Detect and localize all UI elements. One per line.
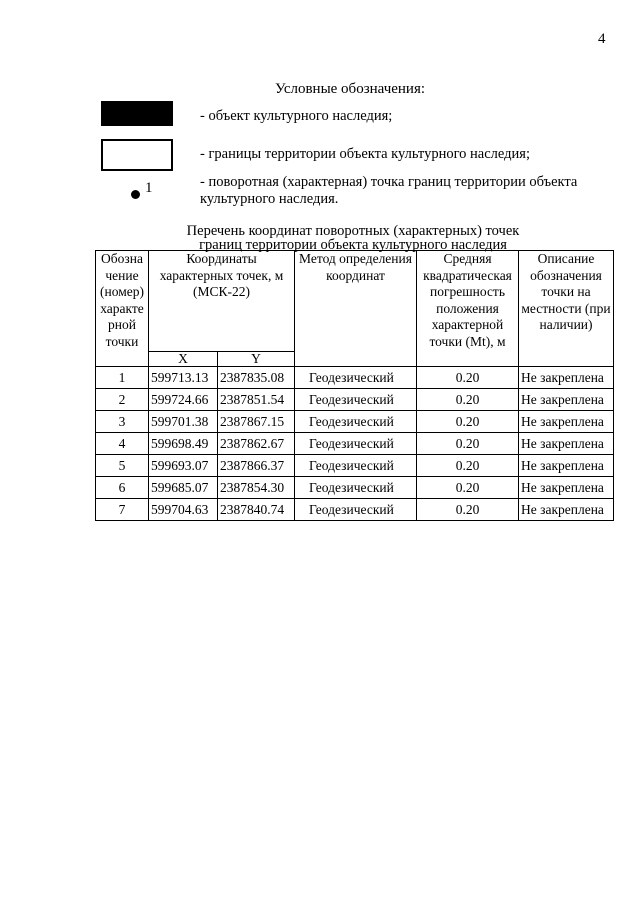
cell-method: Геодезический: [295, 499, 417, 521]
table-title-line1: Перечень координат поворотных (характерных) точек: [186, 223, 520, 239]
table-row: [96, 411, 614, 433]
cell-description: Не закреплена: [519, 499, 614, 521]
cell-point-number: 7: [96, 499, 149, 521]
header-y: Y: [218, 352, 295, 367]
turning-point-dot-icon: [131, 190, 140, 199]
cell-error-value: 0.20: [417, 477, 519, 499]
table-row: [96, 499, 614, 521]
table-row: [96, 433, 614, 455]
cell-y-coordinate: 2387840.74: [218, 499, 295, 521]
cell-point-number: 4: [96, 433, 149, 455]
cell-y-coordinate: 2387851.54: [218, 389, 295, 411]
cell-error-value: 0.20: [417, 411, 519, 433]
header-description: Описание обозначения точки на местности (при наличии): [519, 251, 614, 367]
cell-x-coordinate: 599724.66: [149, 389, 218, 411]
cell-y-coordinate: 2387854.30: [218, 477, 295, 499]
cell-y-coordinate: 2387835.08: [218, 367, 295, 389]
cell-method: Геодезический: [295, 433, 417, 455]
cell-description: Не закреплена: [519, 433, 614, 455]
cell-method: Геодезический: [295, 411, 417, 433]
legend-item-turning-point: - поворотная (характерная) точка границ территории объекта культурного наследия.: [200, 174, 578, 207]
cell-point-number: 1: [96, 367, 149, 389]
cell-y-coordinate: 2387866.37: [218, 455, 295, 477]
header-error: Средняя квадратическая погрешность положения характерной точки (Mt), м: [417, 251, 519, 367]
cell-x-coordinate: 599701.38: [149, 411, 218, 433]
cell-error-value: 0.20: [417, 455, 519, 477]
turning-point-marker-label: 1: [145, 180, 153, 196]
header-coordinates: Координаты характерных точек, м (МСК-22): [149, 251, 295, 352]
page-number: 4: [598, 31, 606, 47]
cell-description: Не закреплена: [519, 477, 614, 499]
cell-method: Геодезический: [295, 455, 417, 477]
table-row: [96, 389, 614, 411]
table-row: [96, 455, 614, 477]
table-title: [96, 224, 610, 252]
cell-description: Не закреплена: [519, 455, 614, 477]
legend-item-territory-boundary: - границы территории объекта культурного наследия;: [200, 146, 530, 162]
coordinates-table: [95, 250, 614, 521]
cell-error-value: 0.20: [417, 389, 519, 411]
cell-point-number: 2: [96, 389, 149, 411]
cell-point-number: 3: [96, 411, 149, 433]
cell-description: Не закреплена: [519, 389, 614, 411]
table-row: [96, 477, 614, 499]
cell-point-number: 5: [96, 455, 149, 477]
cell-method: Геодезический: [295, 367, 417, 389]
cell-y-coordinate: 2387867.15: [218, 411, 295, 433]
table-row: [96, 367, 614, 389]
cell-description: Не закреплена: [519, 411, 614, 433]
table-title-line2: границ территории объекта культурного наследия: [199, 237, 507, 253]
cell-x-coordinate: 599704.63: [149, 499, 218, 521]
cell-x-coordinate: 599713.13: [149, 367, 218, 389]
header-designation: Обозна чение (номер) характе рной точки: [96, 251, 149, 367]
cell-error-value: 0.20: [417, 433, 519, 455]
cell-description: Не закреплена: [519, 367, 614, 389]
cell-method: Геодезический: [295, 477, 417, 499]
header-x: X: [149, 352, 218, 367]
territory-boundary-symbol-icon: [101, 139, 173, 171]
cell-method: Геодезический: [295, 389, 417, 411]
cell-point-number: 6: [96, 477, 149, 499]
cell-error-value: 0.20: [417, 499, 519, 521]
cell-error-value: 0.20: [417, 367, 519, 389]
legend-item-heritage-object: - объект культурного наследия;: [200, 108, 393, 124]
legend-title: Условные обозначения:: [275, 81, 426, 97]
cell-x-coordinate: 599685.07: [149, 477, 218, 499]
heritage-object-symbol-icon: [101, 101, 173, 126]
cell-x-coordinate: 599693.07: [149, 455, 218, 477]
header-method: Метод определения координат: [295, 251, 417, 367]
cell-y-coordinate: 2387862.67: [218, 433, 295, 455]
cell-x-coordinate: 599698.49: [149, 433, 218, 455]
